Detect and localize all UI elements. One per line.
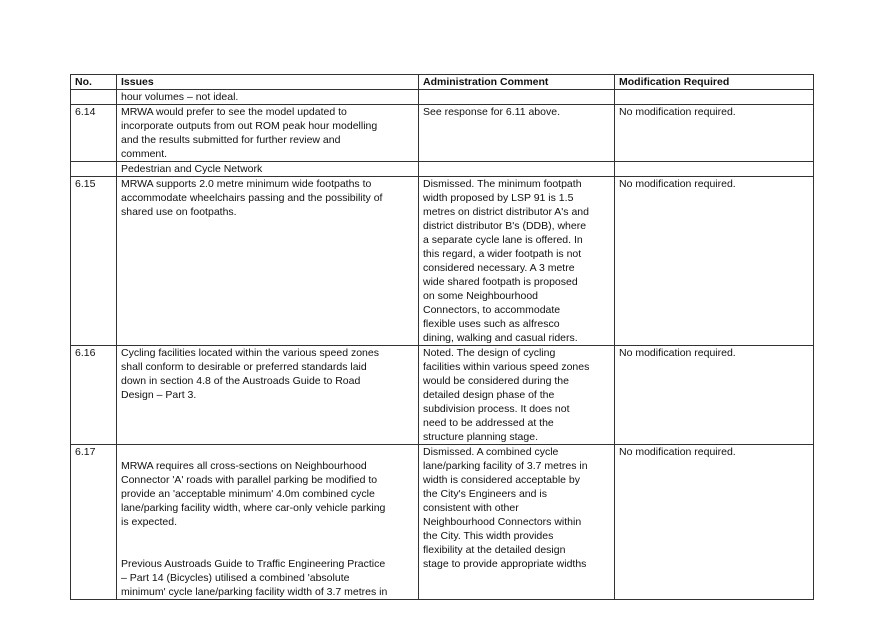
issue-text: MRWA would prefer to see the model updated to incorporate outputs from out ROM peak hour modelling and the results submitted for further review and comment. (117, 105, 419, 162)
paragraph-gap (121, 529, 414, 543)
row-number: 6.15 (71, 177, 117, 346)
table-header-row (71, 75, 814, 90)
table-row (71, 90, 814, 105)
issue-text: hour volumes – not ideal. (117, 90, 419, 105)
comment-text: See response for 6.11 above. (419, 105, 615, 162)
header-administration-comment: Administration Comment (419, 75, 615, 90)
modification-text (615, 90, 814, 105)
issue-text: MRWA supports 2.0 metre minimum wide footpaths to accommodate wheelchairs passing and the possibility of shared use on footpaths. (117, 177, 419, 346)
section-heading-row (71, 162, 814, 177)
modification-text: No modification required. (615, 346, 814, 445)
row-number: 6.16 (71, 346, 117, 445)
modification-text: No modification required. (615, 177, 814, 346)
issue-text: MRWA requires all cross-sections on Neighbourhood Connector 'A' roads with parallel parking be modified to provide an 'acceptable minimum' 4.0m combined cycle lane/parking facility width, where car-only vehicle parking is expected. (121, 460, 386, 528)
table-row (71, 105, 814, 162)
row-number (71, 90, 117, 105)
modification-text: No modification required. (615, 445, 814, 600)
row-number: 6.14 (71, 105, 117, 162)
comment-text (419, 90, 615, 105)
header-issues: Issues (117, 75, 419, 90)
modification-text: No modification required. (615, 105, 814, 162)
section-heading: Pedestrian and Cycle Network (117, 162, 419, 177)
issue-text: Cycling facilities located within the various speed zones shall conform to desirable or preferred standards laid down in section 4.8 of the Austroads Guide to Road Design – Part 3. (117, 346, 419, 445)
header-no: No. (71, 75, 117, 90)
issue-text-continued: Previous Austroads Guide to Traffic Engineering Practice – Part 14 (Bicycles) utilised a combined 'absolute minimum' cycle lane/parking facility width of 3.7 metres in (121, 558, 388, 598)
comment-text (419, 162, 615, 177)
issue-cell (117, 445, 419, 600)
comment-text: Noted. The design of cycling facilities within various speed zones would be considered during the detailed design phase of the subdivision process. It does not need to be addressed at the structure planning stage. (419, 346, 615, 445)
comment-text: Dismissed. A combined cycle lane/parking facility of 3.7 metres in width is considered acceptable by the City's Engineers and is consistent with other Neighbourhood Connectors within the City. This width provides flexibility at the detailed design stage to provide appropriate widths (419, 445, 615, 600)
header-modification-required: Modification Required (615, 75, 814, 90)
table-row (71, 445, 814, 600)
table-row (71, 177, 814, 346)
comment-text: Dismissed. The minimum footpath width proposed by LSP 91 is 1.5 metres on district distributor A's and district distributor B's (DDB), where a separate cycle lane is offered. In this regard, a wider footpath is not considered necessary. A 3 metre wide shared footpath is proposed on some Neighbourhood Connectors, to accommodate flexible uses such as alfresco dining, walking and casual riders. (419, 177, 615, 346)
modification-text (615, 162, 814, 177)
modifications-table (70, 74, 814, 600)
table-row (71, 346, 814, 445)
row-number: 6.17 (71, 445, 117, 600)
row-number (71, 162, 117, 177)
